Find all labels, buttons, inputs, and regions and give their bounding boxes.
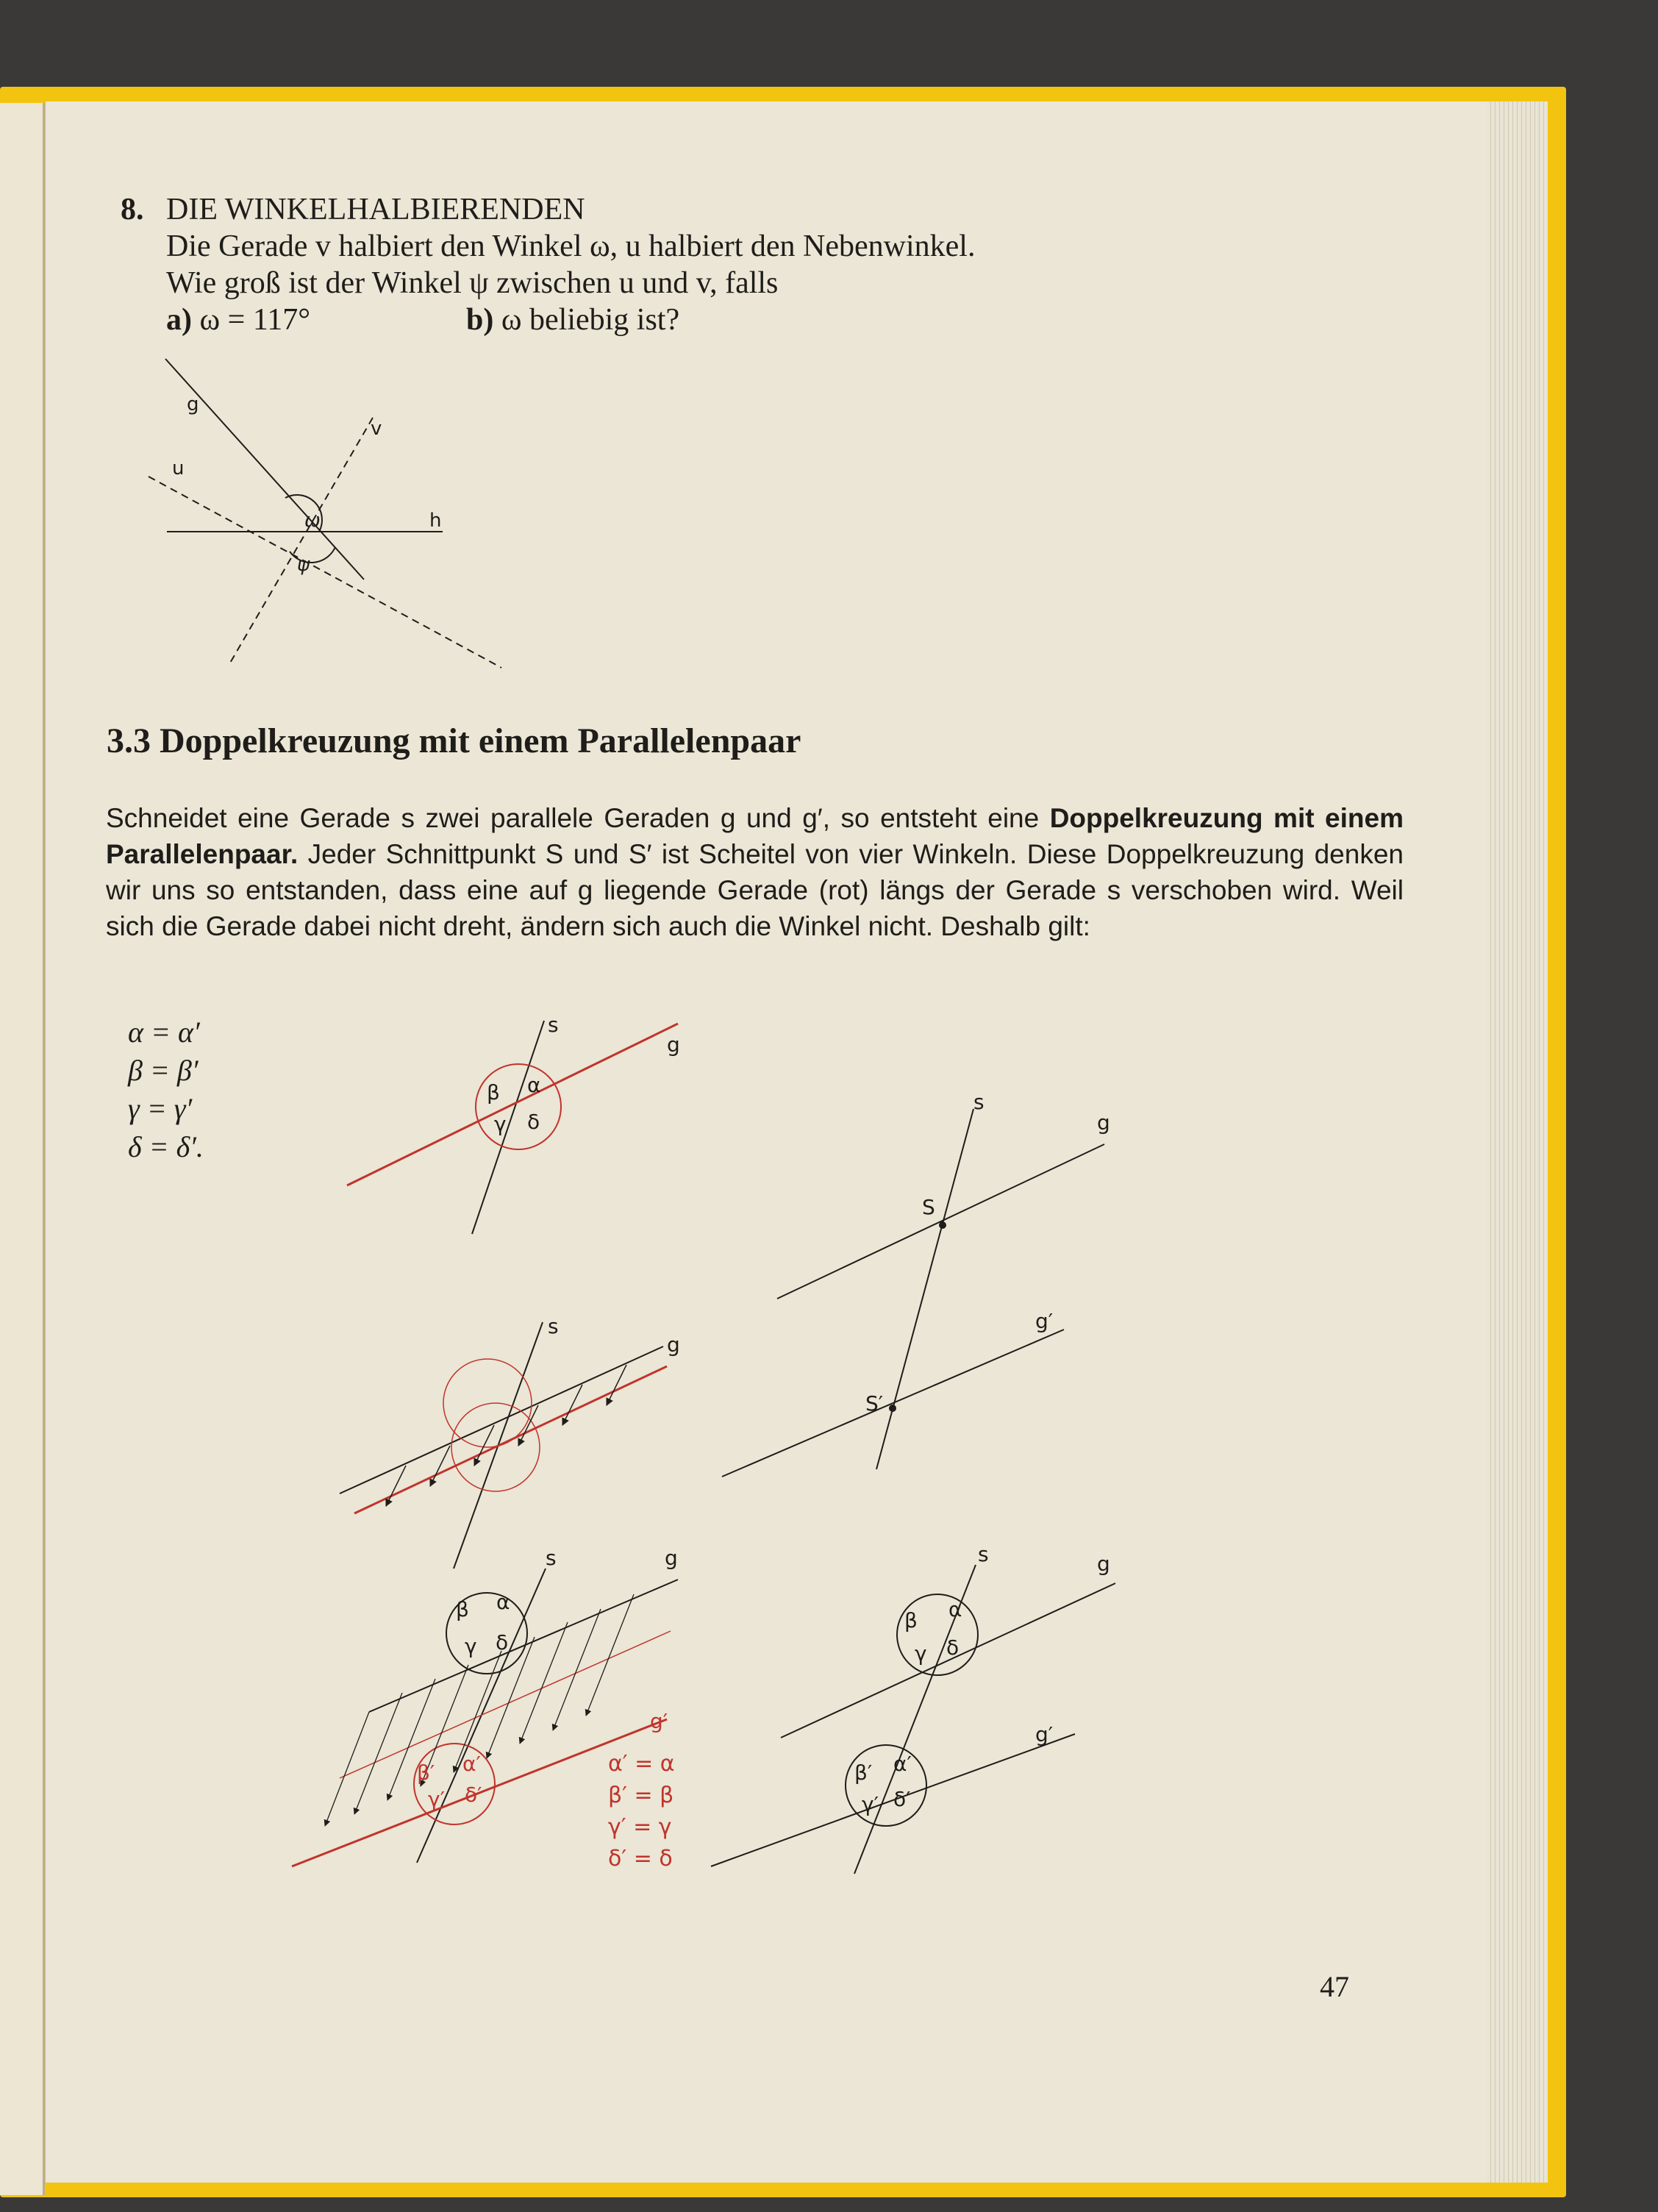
label-s: s [548, 1314, 559, 1338]
label-g: g [1097, 1110, 1110, 1135]
label-delta: δ [946, 1635, 960, 1660]
figure-shift-arrows [340, 1314, 680, 1569]
figure-single-crossing [347, 1013, 680, 1234]
page-number: 47 [1320, 1970, 1349, 2003]
figure-double-crossing-angles [711, 1542, 1115, 1874]
label-h: h [429, 510, 442, 532]
equation-delta: δ = δ′. [128, 1130, 204, 1163]
label-alpha: α [948, 1597, 962, 1621]
label-alpha: α [527, 1073, 541, 1097]
label-g: g [1097, 1552, 1110, 1576]
label-gamma: γ [494, 1112, 507, 1136]
part-a-text: ω = 117° [199, 303, 311, 337]
label-s: s [548, 1013, 559, 1037]
label-delta: δ [527, 1110, 540, 1134]
label-v: v [371, 418, 382, 440]
label-delta-prime: δ′ [465, 1783, 482, 1807]
label-g: g [665, 1546, 678, 1570]
label-g-prime: g′ [1035, 1309, 1054, 1333]
label-g-prime: g′ [650, 1709, 668, 1733]
label-g: g [667, 1332, 680, 1357]
label-psi: ψ [297, 554, 310, 576]
line-s [876, 1109, 973, 1469]
angle-circle-S-prime [846, 1745, 926, 1826]
section-title: 3.3 Doppelkreuzung mit einem Parallelenpaar [107, 721, 801, 760]
line-g [340, 1346, 663, 1494]
para-bold-term: Doppelkreuzung mit einem Parallelenpaar. [106, 803, 1404, 869]
shift-arrow [553, 1609, 601, 1730]
double-crossing-figures [46, 101, 1487, 2183]
label-beta: β [487, 1080, 500, 1105]
shift-arrow [586, 1594, 634, 1716]
equation-beta: β = β′ [128, 1054, 199, 1087]
red-line [354, 1366, 667, 1513]
angle-circle-top [443, 1359, 532, 1447]
label-delta: δ [496, 1630, 509, 1655]
figure-points-S [722, 1090, 1110, 1477]
label-beta-prime: β′ [417, 1760, 435, 1785]
red-line-g [347, 1024, 678, 1185]
label-s: s [973, 1090, 985, 1114]
label-gamma-prime: γ′ [428, 1787, 445, 1811]
label-S-prime: S′ [865, 1391, 884, 1416]
red-legend [608, 1751, 675, 1872]
label-omega: ω [304, 510, 321, 532]
part-b-text: ω beliebig ist? [501, 303, 680, 337]
label-s: s [978, 1542, 989, 1566]
angle-circle [476, 1064, 561, 1149]
label-alpha: α [496, 1590, 510, 1614]
label-s: s [546, 1546, 557, 1570]
exercise-number: 8. [121, 193, 144, 226]
para-part-2: Jeder Schnittpunkt S und S′ ist Scheitel von vier Winkeln. Diese Doppelkreuzung denken wir uns so entstanden, dass eine auf g liegende Gerade (rot) längs der Gerade s verschoben wird. Weil sich die Gerade dabei nicht dreht, ändern sich auch die Winkel nicht. Deshalb gilt: [106, 839, 1404, 941]
label-g-prime: g′ [1035, 1722, 1054, 1747]
legend-gamma: γ′ = γ [608, 1814, 672, 1840]
equation-alpha: α = α′ [128, 1016, 200, 1049]
label-u: u [172, 457, 185, 479]
label-beta: β [456, 1597, 469, 1621]
label-beta-prime: β′ [854, 1760, 873, 1785]
para-part-1: Schneidet eine Gerade s zwei parallele Geraden g und g′, so entsteht eine [106, 803, 1050, 833]
book-page [46, 101, 1487, 2183]
label-g: g [667, 1032, 680, 1057]
exercise-line-1: Die Gerade v halbiert den Winkel ω, u halbiert den Nebenwinkel. [166, 229, 976, 263]
shift-arrow [325, 1712, 369, 1826]
part-a-label: a) [166, 303, 192, 337]
label-S: S [922, 1195, 935, 1219]
equation-gamma: γ = γ′ [128, 1092, 193, 1125]
line-g [777, 1144, 1104, 1299]
point-S [939, 1221, 946, 1229]
legend-delta: δ′ = δ [608, 1846, 673, 1872]
legend-alpha: α′ = α [608, 1751, 675, 1777]
previous-page-edge [0, 103, 45, 2195]
label-gamma-prime: γ′ [862, 1792, 879, 1816]
label-alpha-prime: α′ [893, 1752, 912, 1776]
label-delta-prime: δ′ [893, 1787, 911, 1811]
line-g-prime [722, 1330, 1064, 1477]
legend-beta: β′ = β [608, 1783, 674, 1808]
part-b-label: b) [466, 303, 494, 337]
label-beta: β [904, 1608, 918, 1633]
label-gamma: γ [465, 1634, 477, 1658]
page-stack-edges [1478, 101, 1548, 2183]
label-alpha-prime: α′ [462, 1752, 481, 1776]
label-g: g [187, 393, 199, 415]
label-gamma: γ [915, 1641, 927, 1666]
shift-arrow [487, 1637, 535, 1758]
exercise-line-2: Wie groß ist der Winkel ψ zwischen u und v, falls [166, 266, 779, 300]
exercise-title: DIE WINKELHALBIERENDEN [166, 193, 585, 226]
point-S-prime [889, 1405, 896, 1412]
